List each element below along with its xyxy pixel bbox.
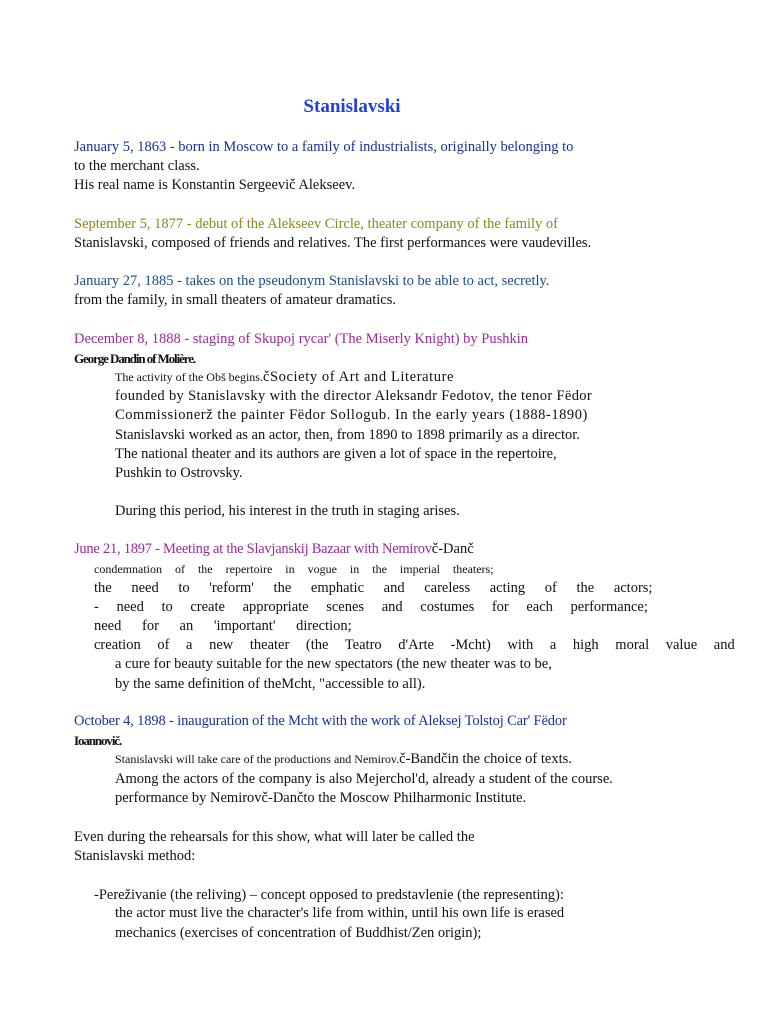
entry-1897-heading-a: June 21, 1897 - Meeting at the Slavjanskij Bazaar with Nemirov [74,541,432,557]
entry-1897-heading [74,540,474,559]
entry-1897-heading-b: č-Danč [431,541,474,557]
entry-1898-heading: October 4, 1898 - inauguration of the Mcht with the work of Aleksej Tolstoj Car' Fëdor [74,713,567,729]
entry-1863-heading: January 5, 1863 - born in Moscow to a family of industrialists, originally belonging to [74,139,574,155]
entry-1897-line-8: by the same definition of theMcht, "accessible to all). [115,676,426,692]
entry-1898-line-5: performance by Nemirovč-Dančto the Moscow Philharmonic Institute. [115,790,527,806]
entry-1888-line-7: The national theater and its authors are given a lot of space in the repertoire, [115,446,557,462]
entry-1888-line-3 [115,368,454,387]
entry-1898-line-3a: Stanislavski will take care of the productions and Nemirov. [115,752,400,766]
method-point-1-line-3: mechanics (exercises of concentration of Buddhist/Zen origin); [115,925,482,941]
entry-1897-line-2: condemnation of the repertoire in vogue in the imperial theaters; [94,562,494,576]
entry-1897-line-7: a cure for beauty suitable for the new spectators (the new theater was to be, [115,656,552,672]
entry-1888-line-5: Commissionerž the painter Fëdor Sollogub. In the early years (1888-1890) [115,407,588,423]
entry-1863-line-3: His real name is Konstantin Sergeevič Alekseev. [74,177,356,193]
entry-1877-heading: September 5, 1877 - debut of the Alekseev Circle, theater company of the family of [74,216,558,232]
entry-1888-line-3b: čSociety of Art and Literature [262,369,455,385]
method-point-1-line-1: -Pereživanie (the reliving) – concept opposed to predstavlenie (the representing): [94,887,564,903]
entry-1888-heading: December 8, 1888 - staging of Skupoj rycar' (The Miserly Knight) by Pushkin [74,331,529,347]
entry-1888-line-4: founded by Stanislavsky with the director Aleksandr Fedotov, the tenor Fëdor [115,388,593,404]
entry-1885-heading: January 27, 1885 - takes on the pseudonym Stanislavski to be able to act, secretly. [74,273,550,289]
method-point-1-line-2: the actor must live the character's life from within, until his own life is erased [115,905,565,921]
entry-1888-line-6: Stanislavski worked as an actor, then, from 1890 to 1898 primarily as a director. [115,427,580,443]
entry-1888-line-3a: The activity of the Obš begins. [115,370,263,384]
entry-1888-line-8: Pushkin to Ostrovsky. [115,465,243,481]
method-intro-line-2: Stanislavski method: [74,848,196,864]
entry-1897-line-6: creation of a new theater (the Teatro d'Arte -Mcht) with a high moral value and [94,637,735,653]
entry-1877-line-2: Stanislavski, composed of friends and relatives. The first performances were vaudevilles. [74,235,592,251]
method-intro-line-1: Even during the rehearsals for this show, what will later be called the [74,829,475,845]
document-title: Stanislavski [303,96,401,117]
entry-1898-line-3 [115,750,572,769]
entry-1863-line-2: to the merchant class. [74,158,200,174]
entry-1888-line-9: During this period, his interest in the truth in staging arises. [115,503,460,519]
entry-1885-line-2: from the family, in small theaters of amateur dramatics. [74,292,396,308]
entry-1897-line-5: need for an 'important' direction; [94,618,352,634]
entry-1898-line-4: Among the actors of the company is also Mejerchol'd, already a student of the course. [115,771,613,787]
entry-1897-line-3: the need to 'reform' the emphatic and careless acting of the actors; [94,580,653,596]
entry-1888-line-2: George Dandin of Molière. [74,351,196,366]
entry-1898-line-3b: č-Bandčin the choice of texts. [399,751,572,767]
entry-1898-line-2: Ioannovič. [74,733,122,748]
entry-1897-line-4: - need to create appropriate scenes and costumes for each performance; [94,599,648,615]
